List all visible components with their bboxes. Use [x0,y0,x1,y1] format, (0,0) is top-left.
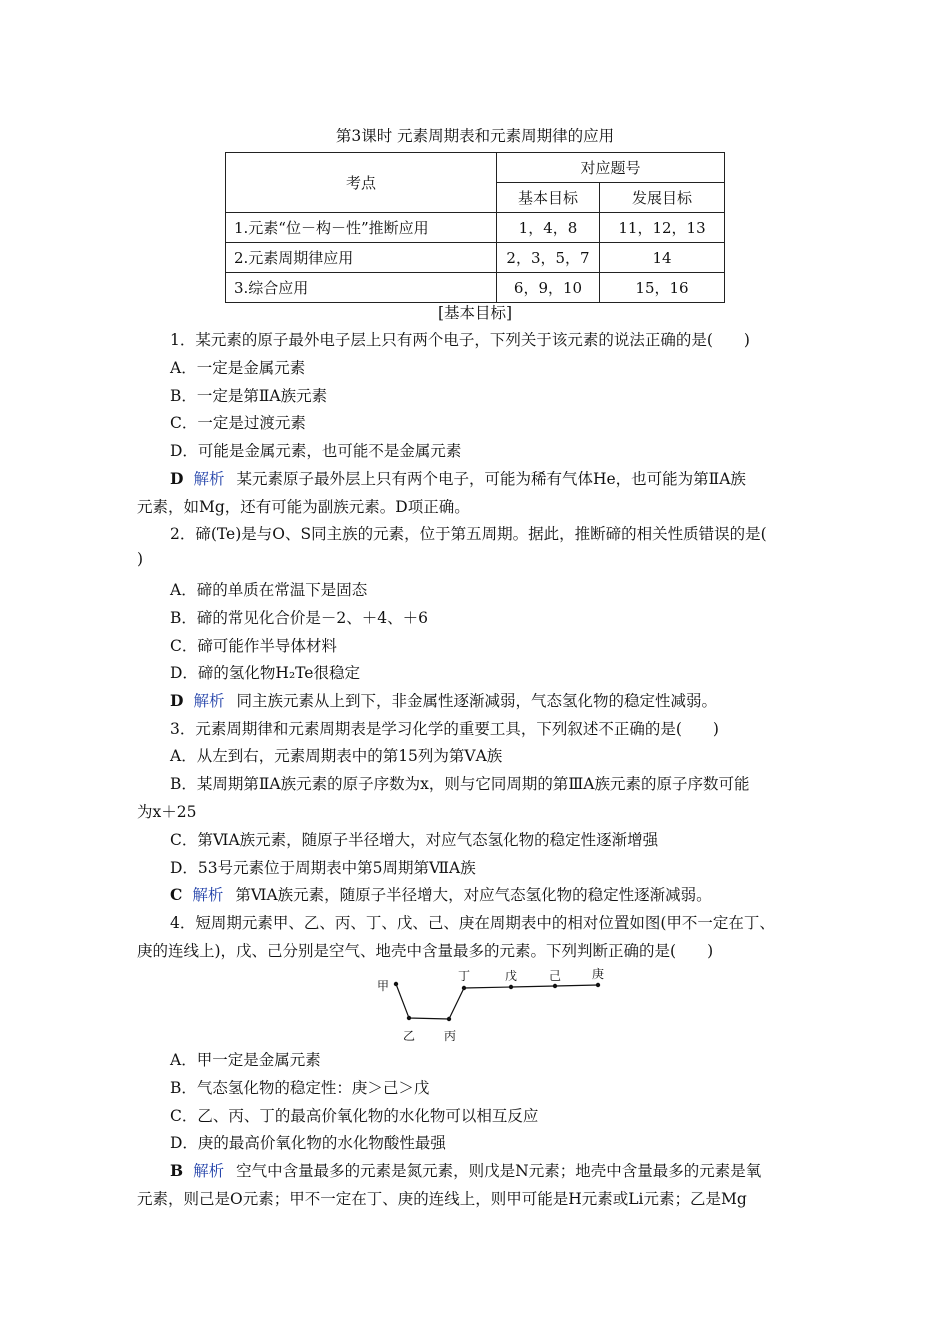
topic-cell: 2.元素周期律应用 [226,243,497,273]
q4-option-c: C．乙、丙、丁的最高价氧化物的水化物可以相互反应 [170,1107,539,1125]
label-jia: 甲 [377,979,390,993]
page-title: 第3课时 元素周期表和元素周期律的应用 [335,127,615,145]
header-kaodian: 考点 [226,153,497,213]
q1-option-b: B．一定是第ⅡA族元素 [170,387,328,405]
dev-cell: 15，16 [600,273,725,303]
q2-option-d: D．碲的氢化物H₂Te很稳定 [170,664,360,682]
label-ji: 己 [549,969,562,983]
q4-option-b: B．气态氢化物的稳定性：庚＞己＞戊 [170,1079,430,1097]
topic-cell: 3.综合应用 [226,273,497,303]
q1-option-a: A．一定是金属元素 [170,359,306,377]
basic-cell: 1，4，8 [497,213,600,243]
q2-explanation [170,689,717,711]
q1-option-d: D．可能是金属元素，也可能不是金属元素 [170,442,462,460]
label-ding: 丁 [458,969,471,983]
q4-option-a: A．甲一定是金属元素 [170,1051,321,1069]
q4-answer: B [170,1161,184,1180]
q3-stem: 3．元素周期律和元素周期表是学习化学的重要工具，下列叙述不正确的是( ) [170,720,719,738]
section-heading: [基本目标] [437,304,513,322]
q4-stem-line2: 庚的连线上)，戊、己分别是空气、地壳中含量最多的元素。下列判断正确的是( ) [137,942,714,960]
q2-option-c: C．碲可能作半导体材料 [170,637,337,655]
q2-stem: 2．碲(Te)是与O、S同主族的元素，位于第五周期。据此，推断碲的相关性质错误的是( [170,525,767,543]
q4-stem: 4．短周期元素甲、乙、丙、丁、戊、己、庚在周期表中的相对位置如图(甲不一定在丁、 [170,914,775,932]
dev-cell: 14 [600,243,725,273]
q2-option-a: A．碲的单质在常温下是固态 [170,581,368,599]
q1-answer: D [170,469,184,488]
table-row [226,273,725,303]
q3-exp: 第ⅥA族元素，随原子半径增大，对应气态氢化物的稳定性逐渐减弱。 [235,886,712,904]
q2-stem-tail: ) [137,550,144,568]
basic-cell: 2，3，5，7 [497,243,600,273]
label-bing: 丙 [444,1029,457,1043]
element-position-diagram [372,962,612,1048]
q4-exp-line1: 空气中含量最多的元素是氮元素，则戊是N元素；地壳中含量最多的元素是氧 [236,1162,762,1180]
header-duiying: 对应题号 [497,153,725,183]
q3-option-d: D．53号元素位于周期表中第5周期第ⅦA族 [170,859,476,877]
topic-table [225,152,725,303]
jiexi-label: 解析 [192,886,224,904]
jiexi-label: 解析 [193,1162,225,1180]
q2-option-b: B．碲的常见化合价是－2、＋4、＋6 [170,609,428,627]
q1-explanation [170,467,746,489]
q4-exp-line2: 元素，则己是O元素；甲不一定在丁、庚的连线上，则甲可能是H元素或Li元素；乙是Mg [137,1190,747,1208]
q3-option-c: C．第ⅥA族元素，随原子半径增大，对应气态氢化物的稳定性逐渐增强 [170,831,659,849]
q1-exp-line1: 某元素原子最外层上只有两个电子，可能为稀有气体He，也可能为第ⅡA族 [236,470,746,488]
table-row [226,213,725,243]
q2-exp: 同主族元素从上到下，非金属性逐渐减弱，气态氢化物的稳定性减弱。 [236,692,717,710]
q2-answer: D [170,691,184,710]
topic-cell: 1.元素“位－构－性”推断应用 [226,213,497,243]
q3-answer: C [170,885,183,904]
q3-explanation [170,883,712,905]
basic-cell: 6，9，10 [497,273,600,303]
q3-option-b-cont: 为x＋25 [137,803,197,821]
q4-explanation [170,1159,761,1181]
q1-option-c: C．一定是过渡元素 [170,414,306,432]
label-wu: 戊 [505,969,518,983]
label-geng: 庚 [592,967,605,981]
label-yi: 乙 [403,1029,416,1043]
header-jiben: 基本目标 [497,183,600,213]
dev-cell: 11，12，13 [600,213,725,243]
q1-exp-line2: 元素，如Mg，还有可能为副族元素。D项正确。 [137,498,470,516]
q3-option-b: B．某周期第ⅡA族元素的原子序数为x，则与它同周期的第ⅢA族元素的原子序数可能 [170,775,750,793]
table-row [226,243,725,273]
header-fazhan: 发展目标 [600,183,725,213]
q1-stem: 1．某元素的原子最外电子层上只有两个电子，下列关于该元素的说法正确的是( ) [170,331,750,349]
jiexi-label: 解析 [193,470,225,488]
jiexi-label: 解析 [193,692,225,710]
q3-option-a: A．从左到右，元素周期表中的第15列为第ⅤA族 [170,747,503,765]
q4-option-d: D．庚的最高价氧化物的水化物酸性最强 [170,1134,446,1152]
